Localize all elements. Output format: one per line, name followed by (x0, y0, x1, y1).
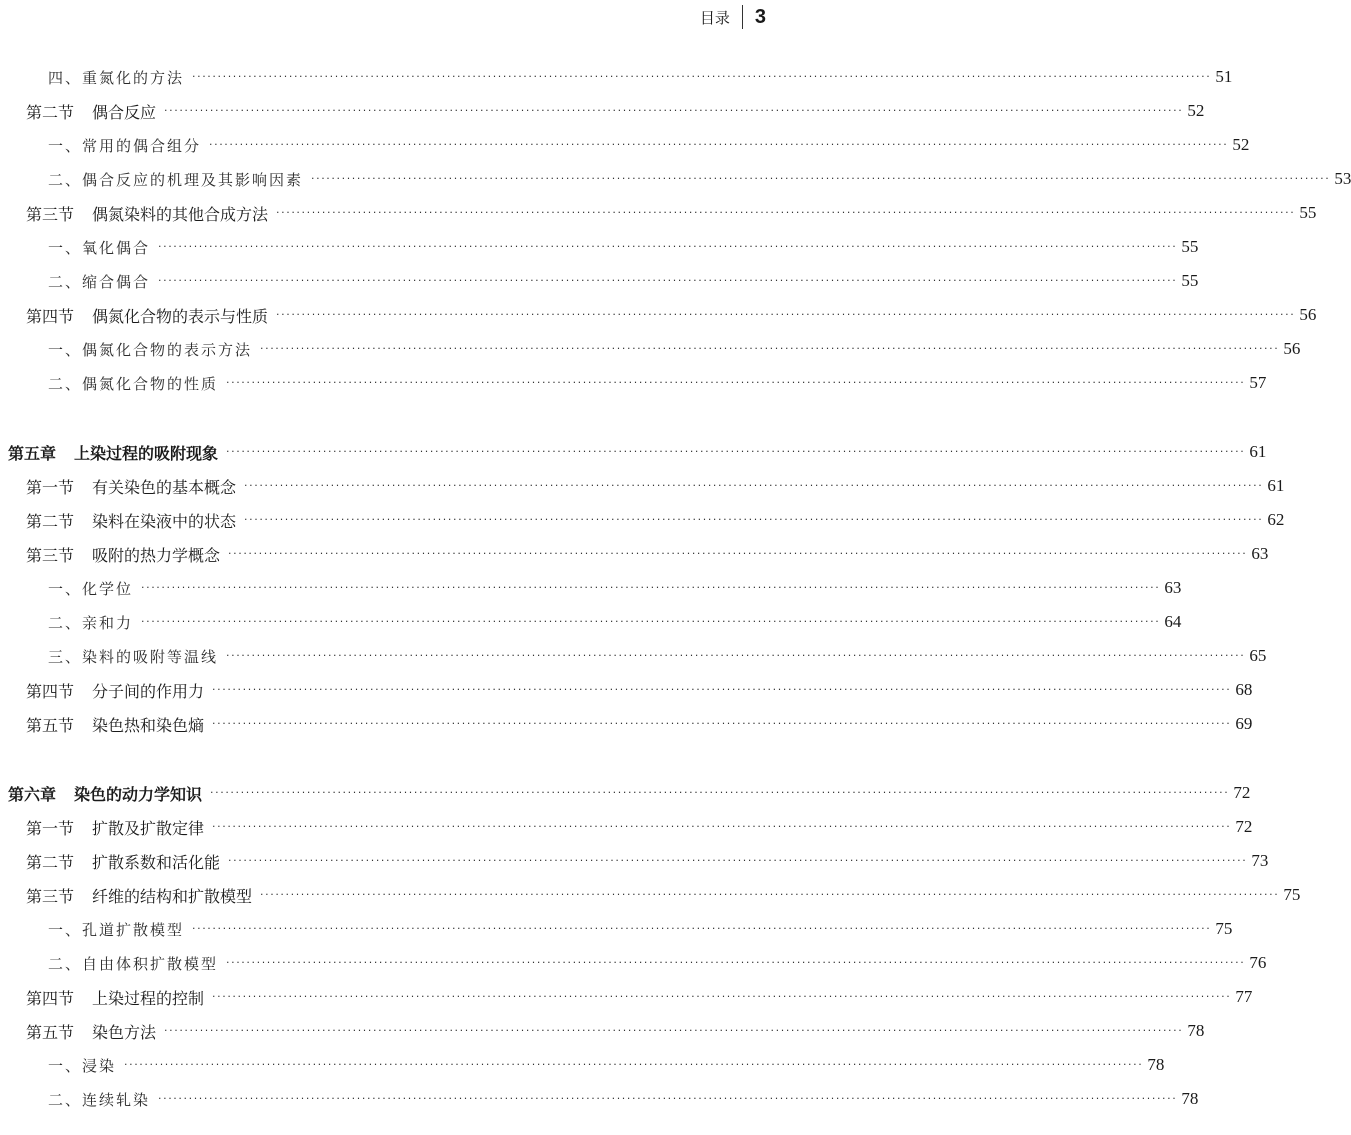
dot-leader: ········································································································································································································ (192, 922, 1212, 935)
toc-entry (0, 96, 1205, 126)
section-title-text: 染色热和染色熵 (92, 715, 205, 735)
toc-page-number: 75 (1215, 919, 1233, 938)
toc-page-number: 65 (1249, 646, 1267, 665)
toc-entry-title: 一、孔道扩散模型 (48, 920, 185, 939)
toc-entry (0, 1084, 1199, 1114)
dot-leader: ········································································································································································································ (164, 1024, 1184, 1037)
toc-page-number: 63 (1164, 578, 1182, 597)
toc-entry (0, 641, 1267, 671)
toc-entry (0, 675, 1253, 705)
dot-leader: ········································································································································································································ (212, 683, 1232, 696)
dot-leader: ········································································································································································································ (158, 274, 1178, 287)
toc-page-number: 78 (1147, 1055, 1165, 1074)
section-title-text: 偶合反应 (92, 102, 157, 122)
toc-entry-title: 二、缩合偶合 (48, 272, 151, 291)
toc-entry (0, 130, 1250, 160)
dot-leader: ········································································································································································································ (158, 1092, 1178, 1105)
dot-leader: ········································································································································································································ (260, 888, 1280, 901)
toc-entry (0, 607, 1182, 637)
chapter-title-text: 染色的动力学知识 (74, 784, 203, 804)
dot-leader: ········································································································································································································ (226, 376, 1246, 389)
toc-entry (0, 1050, 1165, 1080)
section-number: 第五节 (26, 715, 75, 735)
page-number: 3 (754, 5, 766, 28)
toc-page-number: 57 (1249, 373, 1267, 392)
toc-entry-title (0, 304, 276, 327)
toc-entry-title (0, 850, 228, 873)
toc-entry-title (0, 1020, 164, 1043)
dot-leader: ········································································································································································································ (228, 547, 1248, 560)
toc-entry-title: 一、浸染 (48, 1056, 117, 1075)
toc-entry-title: 二、偶氮化合物的性质 (48, 374, 219, 393)
toc-entry (0, 982, 1253, 1012)
toc-page-number: 52 (1232, 135, 1250, 154)
toc-entry (0, 812, 1253, 842)
toc-entry-title: 四、重氮化的方法 (48, 68, 185, 87)
toc-page-number: 53 (1334, 169, 1351, 188)
toc-entry (0, 573, 1182, 603)
toc-entry (0, 846, 1269, 876)
section-title-text: 分子间的作用力 (92, 681, 205, 701)
toc-entry-title: 二、自由体积扩散模型 (48, 954, 219, 973)
section-number: 第三节 (26, 886, 75, 906)
dot-leader: ········································································································································································································ (212, 820, 1232, 833)
dot-leader: ········································································································································································································ (210, 786, 1230, 799)
section-title-text: 染色方法 (92, 1022, 157, 1042)
toc-entry (0, 300, 1317, 330)
toc-entry-title (0, 986, 212, 1009)
toc-page-number: 61 (1249, 442, 1267, 461)
toc-page-number: 64 (1164, 612, 1182, 631)
toc-entry-title: 二、偶合反应的机理及其影响因素 (48, 170, 304, 189)
toc-page-number: 77 (1235, 987, 1253, 1006)
header-divider (742, 5, 743, 29)
dot-leader: ········································································································································································································ (158, 240, 1178, 253)
toc-entry (0, 778, 1251, 808)
dot-leader: ········································································································································································································ (212, 717, 1232, 730)
toc-entry (0, 471, 1285, 501)
dot-leader: ········································································································································································································ (226, 649, 1246, 662)
toc-page-number: 72 (1233, 783, 1251, 802)
toc-entry-title (0, 816, 212, 839)
section-title-text: 染料在染液中的状态 (92, 511, 237, 531)
chapter-title-text: 上染过程的吸附现象 (74, 443, 219, 463)
toc-page-number: 78 (1181, 1089, 1199, 1108)
toc-page-number: 78 (1187, 1021, 1205, 1040)
toc-page-number: 56 (1299, 305, 1317, 324)
toc-entry-title (0, 100, 164, 123)
toc-entry-title (0, 679, 212, 702)
page-header (700, 4, 766, 30)
header-label: 目录 (699, 8, 730, 27)
toc-page-number: 61 (1267, 476, 1285, 495)
section-title-text: 有关染色的基本概念 (92, 477, 237, 497)
chapter-number: 第六章 (8, 784, 57, 804)
toc-page-number: 55 (1181, 271, 1199, 290)
section-title-text: 扩散及扩散定律 (92, 818, 205, 838)
toc-page-number: 68 (1235, 680, 1253, 699)
section-number: 第四节 (26, 988, 75, 1008)
dot-leader: ········································································································································································································ (276, 308, 1296, 321)
toc-entry-title: 一、氧化偶合 (48, 238, 151, 257)
section-title-text: 吸附的热力学概念 (92, 545, 221, 565)
toc-entry (0, 709, 1253, 739)
dot-leader: ········································································································································································································ (311, 172, 1331, 185)
toc-entry (0, 914, 1233, 944)
toc-page-number: 52 (1187, 101, 1205, 120)
toc-entry-title: 一、偶氮化合物的表示方法 (48, 340, 253, 359)
toc-entry (0, 368, 1267, 398)
toc-entry-title (0, 713, 212, 736)
dot-leader: ········································································································································································································ (209, 138, 1229, 151)
dot-leader: ········································································································································································································ (141, 615, 1161, 628)
toc-entry-title: 二、连续轧染 (48, 1090, 151, 1109)
toc-page-number: 73 (1251, 851, 1269, 870)
toc-entry (0, 334, 1301, 364)
toc-entry-title (0, 202, 276, 225)
dot-leader: ········································································································································································································ (141, 581, 1161, 594)
dot-leader: ········································································································································································································ (212, 990, 1232, 1003)
toc-entry (0, 505, 1285, 535)
section-number: 第二节 (26, 852, 75, 872)
section-number: 第二节 (26, 102, 75, 122)
toc-page-number: 56 (1283, 339, 1301, 358)
section-title-text: 纤维的结构和扩散模型 (92, 886, 253, 906)
toc-page-number: 51 (1215, 67, 1233, 86)
section-title-text: 偶氮化合物的表示与性质 (92, 306, 269, 326)
toc-entry (0, 232, 1199, 262)
dot-leader: ········································································································································································································ (244, 513, 1264, 526)
section-number: 第五节 (26, 1022, 75, 1042)
toc-page-number: 55 (1181, 237, 1199, 256)
toc-entry-title (0, 543, 228, 566)
toc-page-number: 69 (1235, 714, 1253, 733)
toc-entry-title: 三、染料的吸附等温线 (48, 647, 219, 666)
toc-page-number: 75 (1283, 885, 1301, 904)
toc-entry-title (0, 782, 210, 805)
dot-leader: ········································································································································································································ (260, 342, 1280, 355)
section-title-text: 扩散系数和活化能 (92, 852, 221, 872)
dot-leader: ········································································································································································································ (124, 1058, 1144, 1071)
toc-entry (0, 948, 1267, 978)
toc-entry-title (0, 441, 226, 464)
dot-leader: ········································································································································································································ (276, 206, 1296, 219)
toc-entry (0, 539, 1269, 569)
section-title-text: 偶氮染料的其他合成方法 (92, 204, 269, 224)
toc-page-number: 55 (1299, 203, 1317, 222)
toc-entry (0, 437, 1267, 467)
toc-entry-title: 一、化学位 (48, 579, 134, 598)
toc-entry (0, 880, 1301, 910)
section-number: 第四节 (26, 681, 75, 701)
chapter-number: 第五章 (8, 443, 57, 463)
section-title-text: 上染过程的控制 (92, 988, 205, 1008)
toc-entry-title: 一、常用的偶合组分 (48, 136, 202, 155)
section-number: 第四节 (26, 306, 75, 326)
section-number: 第三节 (26, 545, 75, 565)
toc-page-number: 63 (1251, 544, 1269, 563)
dot-leader: ········································································································································································································ (192, 70, 1212, 83)
dot-leader: ········································································································································································································ (226, 445, 1246, 458)
toc-entry-title (0, 884, 260, 907)
dot-leader: ········································································································································································································ (244, 479, 1264, 492)
section-number: 第三节 (26, 204, 75, 224)
toc-page-number: 72 (1235, 817, 1253, 836)
toc-entry-title: 二、亲和力 (48, 613, 134, 632)
toc-entry-title (0, 475, 244, 498)
toc-page-number: 62 (1267, 510, 1285, 529)
section-number: 第二节 (26, 511, 75, 531)
toc-entry (0, 1016, 1205, 1046)
section-number: 第一节 (26, 477, 75, 497)
section-number: 第一节 (26, 818, 75, 838)
toc-entry (0, 266, 1199, 296)
dot-leader: ········································································································································································································ (164, 104, 1184, 117)
toc-entry (0, 198, 1317, 228)
dot-leader: ········································································································································································································ (226, 956, 1246, 969)
dot-leader: ········································································································································································································ (228, 854, 1248, 867)
toc-entry (0, 62, 1233, 92)
toc-entry-title (0, 509, 244, 532)
toc-page-number: 76 (1249, 953, 1267, 972)
toc-entry (0, 164, 1351, 194)
